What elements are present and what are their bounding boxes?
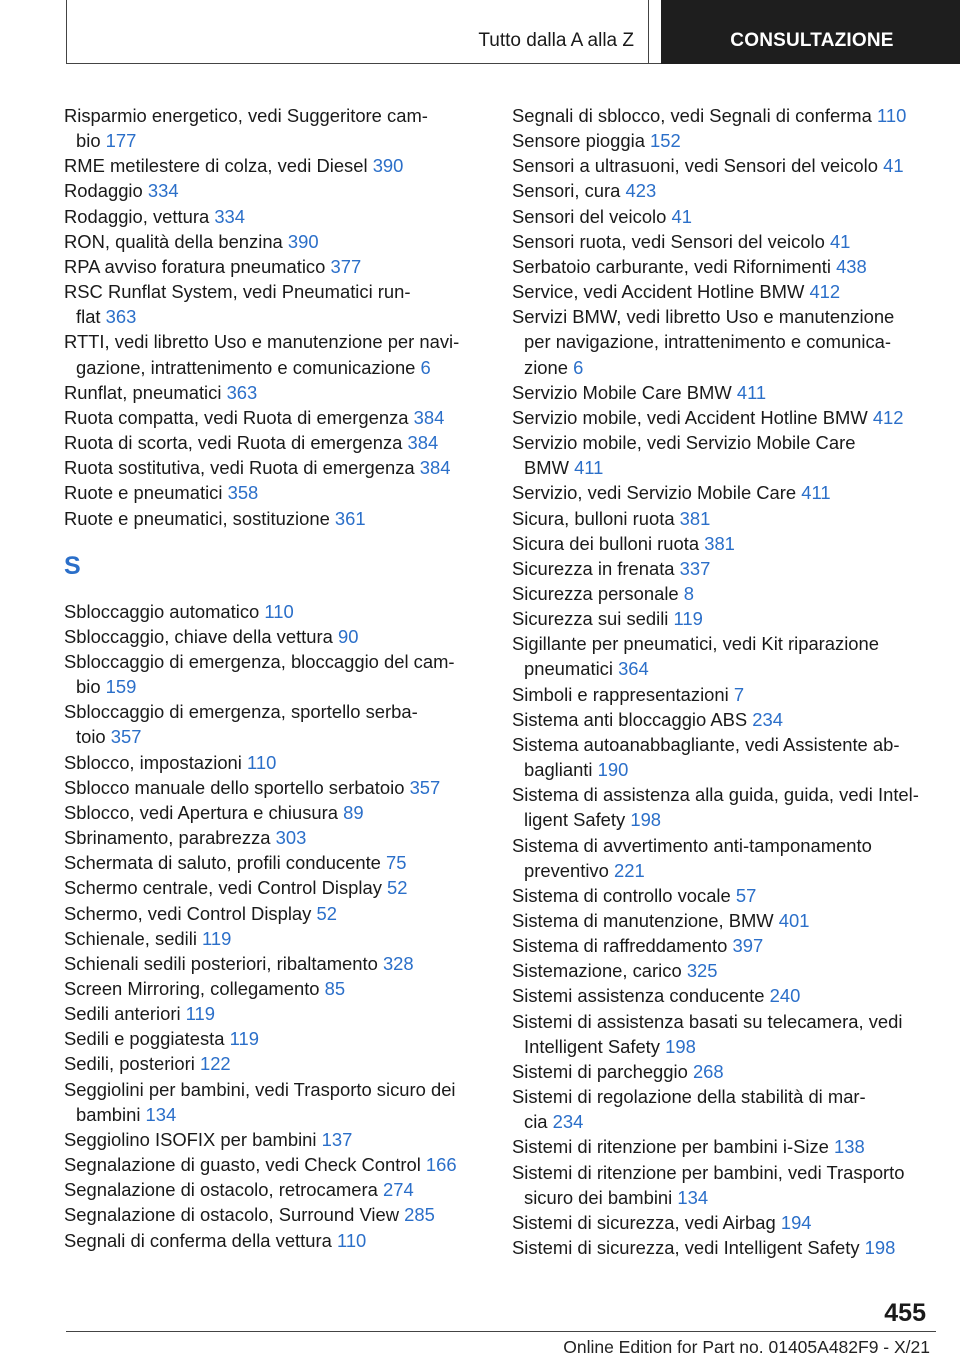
index-entry-text: Servizio Mobile Care BMW (512, 381, 732, 403)
page-reference-link[interactable]: 357 (110, 726, 142, 748)
index-entry-text: flat (76, 306, 101, 328)
index-entry-text: Schienali sedili posteriori, ribaltamento (64, 952, 378, 974)
index-entry-text: Schienale, sedili (64, 927, 197, 949)
index-entry (512, 1134, 932, 1159)
index-entry-text: BMW (524, 457, 569, 479)
index-entry-text: Sistemi assistenza conducente (512, 985, 765, 1007)
index-entry (512, 581, 932, 606)
index-entry-text: ligent Safety (524, 809, 626, 831)
index-entry-text: Sedili anteriori (64, 1003, 181, 1025)
page-reference-link[interactable]: 166 (425, 1154, 457, 1176)
page-header (66, 0, 960, 64)
page-reference-link[interactable]: 363 (105, 306, 137, 328)
index-entry (64, 380, 489, 405)
page-reference-link[interactable]: 85 (324, 978, 346, 999)
index-entry (512, 682, 932, 707)
index-entry-text: Ruota sostitutiva, vedi Ruota di emergenza (64, 457, 415, 479)
index-entry (512, 405, 932, 430)
index-entry (64, 153, 489, 178)
page-reference-link[interactable]: 159 (105, 676, 137, 698)
index-entry-text: Sistema di manutenzione, BMW (512, 910, 774, 931)
index-entry (64, 178, 489, 203)
page-reference-link[interactable]: 57 (735, 884, 757, 906)
index-entry (512, 153, 932, 178)
index-entry-text: Segnalazione di ostacolo, retrocamera (64, 1179, 378, 1201)
index-list-s (64, 599, 489, 1253)
index-entry-text: Sbrinamento, parabrezza (64, 827, 271, 849)
header-chapter-title: CONSULTAZIONE (730, 30, 894, 51)
page-reference-link[interactable]: 357 (409, 776, 441, 798)
index-entry-text: Sbloccaggio di emergenza, bloccaggio del cam- (64, 650, 455, 672)
page-reference-link[interactable]: 138 (834, 1136, 865, 1158)
index-entry-text: sicuro dei bambini (524, 1186, 673, 1208)
index-entry (64, 1177, 489, 1202)
index-entry-text: Service, vedi Accident Hotline BMW (512, 281, 805, 303)
index-entry (64, 901, 489, 926)
page-reference-link[interactable]: 52 (316, 902, 337, 924)
index-entry (64, 775, 489, 800)
page-reference-link[interactable]: 412 (872, 406, 904, 428)
index-entry-text: per navigazione, intrattenimento e comunica- (524, 331, 891, 353)
page-reference-link[interactable]: 119 (202, 927, 232, 949)
index-entry (512, 1009, 932, 1059)
index-column-left (64, 103, 489, 1253)
page-number: 455 (884, 1299, 926, 1327)
index-entry-text: Ruote e pneumatici, sostituzione (64, 507, 330, 529)
index-entry-text: zione (524, 356, 568, 378)
page-reference-link[interactable]: 334 (147, 180, 179, 202)
index-entry (512, 707, 932, 732)
index-entry-text: Sedili, posteriori (64, 1053, 195, 1075)
index-entry-text: Rodaggio (64, 180, 143, 202)
index-entry (64, 1127, 489, 1152)
page-reference-link[interactable]: 358 (227, 482, 259, 504)
index-entry (512, 556, 932, 581)
index-entry-text: Sensori, cura (512, 180, 621, 202)
index-entry (64, 1051, 489, 1076)
page-reference-link[interactable]: 234 (552, 1111, 584, 1133)
page-reference-link[interactable]: 41 (671, 205, 692, 227)
page-reference-link[interactable]: 325 (686, 960, 718, 982)
index-entry-text: Sensori ruota, vedi Sensori del veicolo (512, 230, 825, 252)
index-entry-text: Sblocco, impostazioni (64, 751, 242, 773)
index-entry-text: Screen Mirroring, collegamento (64, 978, 320, 999)
index-entry-text: Sistemi di sicurezza, vedi Intelligent Safety (512, 1237, 860, 1259)
index-entry (64, 103, 489, 153)
page-reference-link[interactable]: 411 (574, 457, 604, 479)
index-entry-text: Sistemi di ritenzione per bambini i-Size (512, 1136, 829, 1158)
page-reference-link[interactable]: 119 (673, 608, 703, 630)
index-list-r (64, 103, 489, 531)
header-section-box (67, 0, 649, 63)
index-entry-text: Servizio mobile, vedi Servizio Mobile Care (512, 432, 856, 454)
index-entry (512, 1235, 932, 1260)
index-entry-text: bio (76, 130, 101, 152)
page-reference-link[interactable]: 381 (679, 507, 711, 529)
page-reference-link[interactable]: 90 (338, 625, 359, 647)
page-reference-link[interactable]: 234 (752, 708, 783, 730)
page-reference-link[interactable]: 268 (692, 1060, 724, 1082)
index-list-s-continued (512, 103, 932, 1260)
index-entry (64, 204, 489, 229)
section-letter: S (64, 551, 81, 580)
index-entry-text: Seggiolino ISOFIX per bambini (64, 1128, 317, 1150)
index-entry (64, 430, 489, 455)
index-entry (64, 850, 489, 875)
index-entry (512, 178, 932, 203)
index-entry-text: Rodaggio, vettura (64, 205, 210, 227)
index-entry (512, 204, 932, 229)
page-reference-link[interactable]: 381 (704, 532, 735, 554)
index-entry (64, 455, 489, 480)
page-reference-link[interactable]: 134 (677, 1186, 709, 1208)
index-entry (64, 254, 489, 279)
index-entry (512, 480, 932, 505)
index-entry-text: Sistemi di parcheggio (512, 1060, 688, 1082)
page-reference-link[interactable]: 384 (407, 432, 439, 454)
index-entry-text: bio (76, 676, 101, 698)
index-entry (64, 976, 489, 1001)
page-reference-link[interactable]: 119 (185, 1003, 215, 1025)
index-entry (512, 606, 932, 631)
index-entry (64, 1228, 489, 1253)
index-entry-text: Segnalazione di guasto, vedi Check Control (64, 1154, 421, 1176)
page-reference-link[interactable]: 390 (372, 155, 404, 177)
page-reference-link[interactable]: 377 (330, 255, 362, 277)
index-entry (512, 631, 932, 681)
index-entry-text: Sicurezza sui sedili (512, 608, 669, 630)
index-entry-text: Simboli e rappresentazioni (512, 683, 729, 705)
index-entry (64, 279, 489, 329)
page-reference-link[interactable]: 274 (382, 1179, 414, 1201)
page-reference-link[interactable]: 110 (247, 751, 277, 773)
page-reference-link[interactable]: 110 (876, 105, 907, 126)
page-reference-link[interactable]: 412 (809, 281, 841, 303)
index-entry (512, 1160, 932, 1210)
index-entry-text: Segnali di conferma della vettura (64, 1229, 332, 1251)
index-entry (64, 750, 489, 775)
page-reference-link[interactable]: 361 (334, 507, 366, 529)
index-entry-text: Sistema autoanabbagliante, vedi Assistente ab- (512, 733, 900, 755)
index-entry (64, 875, 489, 900)
footer-edition-text: Online Edition for Part no. 01405A482F9 - X/21 (563, 1337, 930, 1357)
index-entry (64, 825, 489, 850)
index-entry (512, 732, 932, 782)
index-entry-text: Ruota di scorta, vedi Ruota di emergenza (64, 432, 403, 454)
index-entry-text: Sbloccaggio, chiave della vettura (64, 625, 333, 647)
index-entry-text: RTTI, vedi libretto Uso e manutenzione per navi- (64, 331, 460, 353)
index-entry-text: Sicura dei bulloni ruota (512, 532, 700, 554)
page-reference-link[interactable]: 328 (382, 952, 414, 974)
index-entry-text: Sbloccaggio di emergenza, sportello serba- (64, 701, 418, 723)
index-entry-text: Sigillante per pneumatici, vedi Kit riparazione (512, 633, 879, 655)
index-entry-text: Servizio mobile, vedi Accident Hotline BMW (512, 406, 868, 428)
page-reference-link[interactable]: 134 (145, 1103, 177, 1125)
index-entry (512, 128, 932, 153)
index-entry-text: Sistemi di assistenza basati su telecamera, vedi (512, 1010, 903, 1032)
index-entry (512, 983, 932, 1008)
index-entry (64, 329, 489, 379)
index-entry-text: Sistema di assistenza alla guida, guida, vedi Intel- (512, 784, 919, 806)
page-reference-link[interactable]: 177 (105, 130, 137, 152)
index-entry-text: Servizio, vedi Servizio Mobile Care (512, 482, 797, 504)
index-entry (64, 624, 489, 649)
page-reference-link[interactable]: 190 (597, 759, 629, 781)
index-entry-text: preventivo (524, 859, 609, 881)
index-entry-text: Sicurezza in frenata (512, 557, 675, 579)
index-entry-text: baglianti (524, 759, 593, 781)
index-entry-text: bambini (76, 1103, 141, 1125)
index-entry (512, 958, 932, 983)
index-entry (512, 380, 932, 405)
page-reference-link[interactable]: 52 (387, 877, 408, 899)
page-reference-link[interactable]: 152 (650, 130, 681, 152)
page-reference-link[interactable]: 8 (683, 582, 694, 604)
index-entry-text: RSC Runflat System, vedi Pneumatici run- (64, 281, 411, 303)
index-entry (512, 304, 932, 379)
index-entry (512, 782, 932, 832)
index-entry-text: Risparmio energetico, vedi Suggeritore cam- (64, 105, 428, 126)
header-chapter-tab (661, 0, 960, 64)
page-reference-link[interactable]: 119 (229, 1028, 259, 1050)
index-entry (64, 405, 489, 430)
header-section-title: Tutto dalla A alla Z (478, 30, 634, 51)
page-reference-link[interactable]: 198 (630, 809, 662, 831)
index-entry-text: Sicura, bulloni ruota (512, 507, 675, 529)
index-entry-text: Ruota compatta, vedi Ruota di emergenza (64, 406, 409, 428)
page-reference-link[interactable]: 194 (780, 1211, 812, 1233)
page-reference-link[interactable]: 363 (226, 381, 258, 403)
index-entry-text: Sensori a ultrasuoni, vedi Sensori del veicolo (512, 155, 878, 177)
index-entry-text: Schermo centrale, vedi Control Display (64, 877, 382, 899)
index-entry-text: Sistemazione, carico (512, 960, 682, 982)
page-reference-link[interactable]: 6 (573, 356, 584, 378)
index-entry (512, 229, 932, 254)
index-entry-text: Servizi BMW, vedi libretto Uso e manutenzione (512, 306, 895, 328)
index-entry (512, 279, 932, 304)
index-entry (512, 506, 932, 531)
index-entry (64, 1077, 489, 1127)
page-reference-link[interactable]: 110 (336, 1229, 367, 1251)
page-reference-link[interactable]: 221 (613, 859, 645, 881)
index-entry (64, 1202, 489, 1227)
index-entry-text: Schermata di saluto, profili conducente (64, 852, 381, 874)
index-entry (64, 1152, 489, 1177)
page-reference-link[interactable]: 438 (836, 255, 867, 277)
index-entry-text: Intelligent Safety (524, 1035, 660, 1057)
index-entry (64, 506, 489, 531)
page-reference-link[interactable]: 401 (778, 910, 810, 931)
index-entry-text: RPA avviso foratura pneumatico (64, 255, 326, 277)
index-entry-text: Segnali di sblocco, vedi Segnali di conferma (512, 105, 872, 126)
index-entry-text: Seggiolini per bambini, vedi Trasporto sicuro dei (64, 1078, 456, 1100)
page-reference-link[interactable]: 334 (214, 205, 245, 227)
index-entry-text: Sicurezza personale (512, 582, 679, 604)
page-reference-link[interactable]: 364 (618, 658, 649, 680)
index-entry-text: toio (76, 726, 106, 748)
index-entry (512, 1210, 932, 1235)
page-reference-link[interactable]: 411 (736, 381, 767, 403)
index-entry (512, 1084, 932, 1134)
index-entry (512, 531, 932, 556)
index-entry-text: Sedili e poggiatesta (64, 1028, 225, 1050)
index-entry (64, 951, 489, 976)
index-entry-text: Sistemi di sicurezza, vedi Airbag (512, 1211, 776, 1233)
index-entry-text: Schermo, vedi Control Display (64, 902, 312, 924)
index-entry (64, 1026, 489, 1051)
page-reference-link[interactable]: 411 (801, 482, 831, 504)
index-entry (512, 254, 932, 279)
index-entry-text: Sensori del veicolo (512, 205, 667, 227)
index-entry-text: Sistema di raffreddamento (512, 935, 728, 957)
index-entry (512, 103, 932, 128)
index-entry (512, 908, 932, 933)
index-entry-text: Sblocco manuale dello sportello serbatoio (64, 776, 405, 798)
index-entry-text: RON, qualità della benzina (64, 230, 283, 252)
page-reference-link[interactable]: 41 (883, 155, 904, 177)
index-entry-text: Sistema di controllo vocale (512, 884, 731, 906)
page-reference-link[interactable]: 137 (321, 1128, 353, 1150)
index-entry (64, 599, 489, 624)
index-column-right (512, 103, 932, 1260)
page-reference-link[interactable]: 7 (733, 683, 745, 705)
footer-divider (66, 1331, 936, 1332)
index-entry-text: RME metilestere di colza, vedi Diesel (64, 155, 368, 177)
index-entry-text: Serbatoio carburante, vedi Rifornimenti (512, 255, 831, 277)
page-reference-link[interactable]: 240 (769, 985, 801, 1007)
index-entry (64, 800, 489, 825)
index-entry-text: Sistemi di ritenzione per bambini, vedi Trasporto (512, 1161, 905, 1183)
page-reference-link[interactable]: 198 (864, 1237, 896, 1259)
index-entry (64, 649, 489, 699)
page-reference-link[interactable]: 6 (420, 356, 431, 378)
page-reference-link[interactable]: 423 (625, 180, 657, 202)
page-reference-link[interactable]: 285 (404, 1204, 435, 1226)
index-entry-text: Sensore pioggia (512, 130, 645, 152)
index-entry (512, 833, 932, 883)
index-entry-text: gazione, intrattenimento e comunicazione (76, 356, 416, 378)
page-reference-link[interactable]: 110 (264, 600, 294, 622)
page-reference-link[interactable]: 198 (665, 1035, 696, 1057)
index-entry-text: Sistemi di regolazione della stabilità di mar- (512, 1086, 866, 1108)
index-entry (64, 480, 489, 505)
page-reference-link[interactable]: 89 (343, 801, 364, 823)
page-reference-link[interactable]: 397 (732, 935, 764, 957)
page-reference-link[interactable]: 384 (413, 406, 445, 428)
index-entry-text: Sbloccaggio automatico (64, 600, 260, 622)
page-reference-link[interactable]: 337 (679, 557, 711, 579)
index-entry-text: pneumatici (524, 658, 613, 680)
index-entry-text: Sistema anti bloccaggio ABS (512, 708, 748, 730)
index-entry (64, 926, 489, 951)
page-reference-link[interactable]: 41 (829, 230, 851, 252)
page-reference-link[interactable]: 122 (199, 1053, 231, 1075)
index-entry-text: Runflat, pneumatici (64, 381, 222, 403)
index-entry (512, 933, 932, 958)
index-entry (64, 229, 489, 254)
page-reference-link[interactable]: 303 (275, 827, 307, 849)
index-entry-text: Segnalazione di ostacolo, Surround View (64, 1204, 400, 1226)
page-reference-link[interactable]: 390 (287, 230, 319, 252)
index-entry (512, 430, 932, 480)
page-reference-link[interactable]: 384 (419, 457, 451, 479)
index-entry-text: Ruote e pneumatici (64, 482, 223, 504)
index-entry (64, 1001, 489, 1026)
page-reference-link[interactable]: 75 (386, 852, 407, 874)
index-entry-text: cia (524, 1111, 548, 1133)
index-entry-text: Sblocco, vedi Apertura e chiusura (64, 801, 338, 823)
index-entry (512, 883, 932, 908)
index-entry (512, 1059, 932, 1084)
index-entry (64, 699, 489, 749)
index-entry-text: Sistema di avvertimento anti-tamponamento (512, 834, 872, 856)
